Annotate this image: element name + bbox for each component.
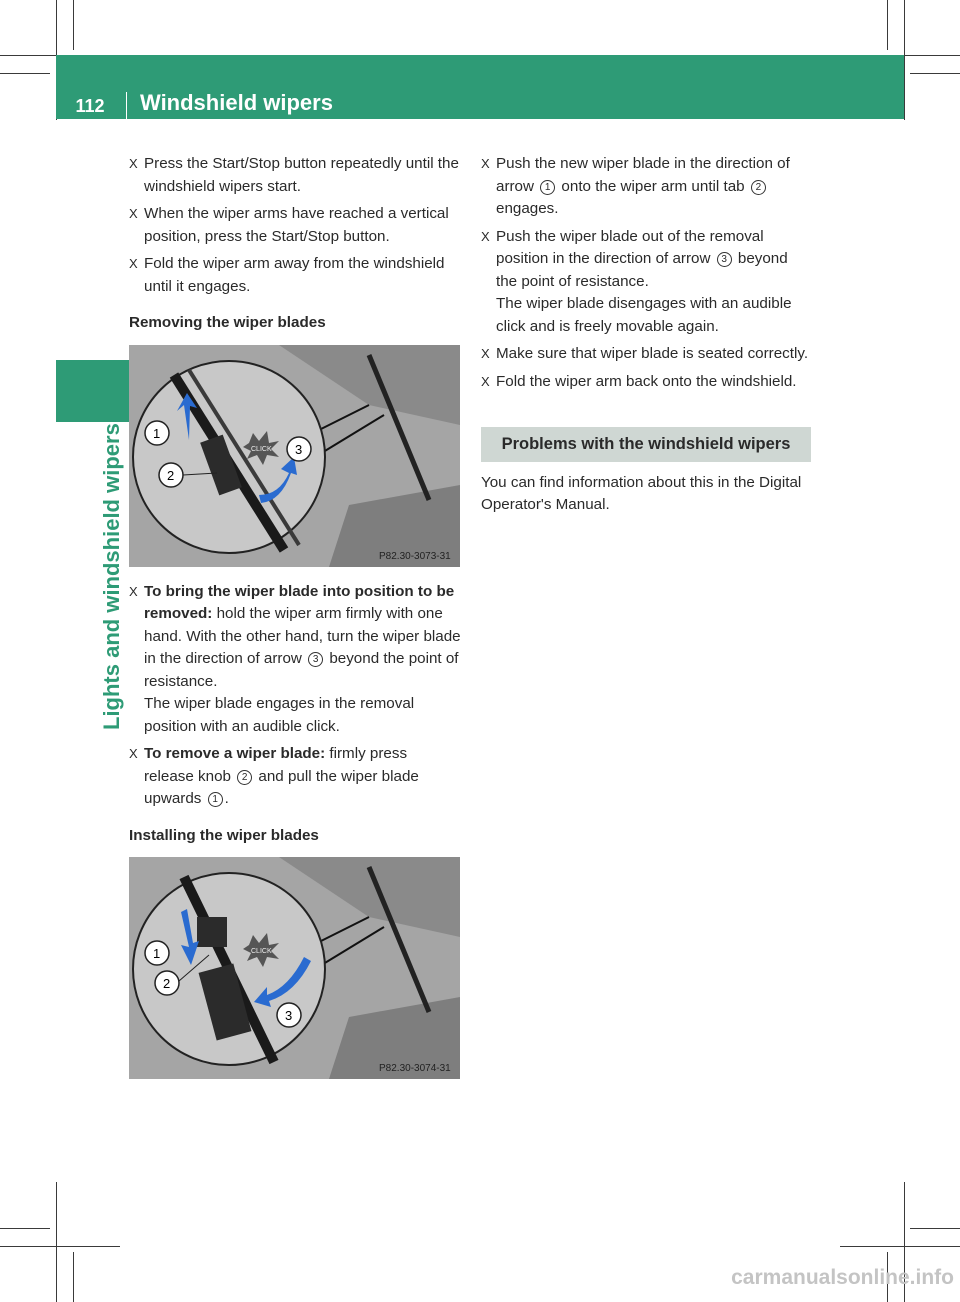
- callout-1-icon: 1: [540, 180, 555, 195]
- problems-text: You can find information about this in the Digital Operator's Manual.: [481, 473, 802, 513]
- crop-mark: [73, 1252, 74, 1302]
- callout-3-icon: 3: [308, 652, 323, 667]
- crop-mark: [0, 73, 50, 74]
- callout-2: 2: [163, 976, 171, 991]
- crop-mark: [56, 1182, 57, 1302]
- crop-mark: [887, 0, 888, 50]
- left-column: [129, 153, 461, 1093]
- section-heading-problems: Problems with the windshield wipers: [481, 427, 811, 462]
- step: X Press the Start/Stop button repeatedly until the windshield wipers start.: [129, 155, 459, 195]
- click-label: CLICK: [251, 445, 272, 453]
- step-marker-icon: X: [481, 346, 490, 361]
- step-marker-icon: X: [481, 228, 490, 244]
- callout-1: 1: [153, 425, 161, 441]
- footer-watermark[interactable]: carmanualsonline.info: [731, 1266, 954, 1289]
- step: X Fold the wiper arm back onto the windshield.: [481, 371, 813, 394]
- callout-2-icon: 2: [237, 770, 252, 785]
- page-title: Windshield wipers: [140, 90, 333, 115]
- step-marker-icon: X: [129, 206, 138, 221]
- figure-removing-wiper: [129, 345, 460, 567]
- figure-installing-wiper: [129, 857, 460, 1079]
- right-column: [481, 153, 813, 517]
- callout-2-icon: 2: [751, 180, 766, 195]
- step-marker-icon: X: [129, 256, 138, 271]
- page-number: 112: [75, 96, 105, 116]
- step: X Make sure that wiper blade is seated correctly.: [481, 343, 813, 366]
- crop-mark: [0, 1246, 120, 1247]
- crop-mark: [910, 1228, 960, 1229]
- crop-mark: [910, 73, 960, 74]
- step: X Push the new wiper blade in the direction of arrow 1 onto the wiper arm until tab 2 engages.: [481, 155, 790, 217]
- side-tab: [56, 360, 137, 422]
- step: X Push the wiper blade out of the removal position in the direction of arrow 3 beyond the point of resistance. The wiper blade disengages with an audible click and is freely movable again.: [481, 227, 792, 335]
- side-tab-label: Lights and windshield wipers: [99, 423, 124, 730]
- crop-mark: [904, 0, 905, 120]
- step: X To remove a wiper blade: firmly press release knob 2 and pull the wiper blade upwards 1 .: [129, 745, 419, 807]
- step: X To bring the wiper blade into position to be removed: hold the wiper arm firmly with one hand. With the other hand, turn the wiper blade in the direction of arrow 3 beyond the point of resistance. The wiper blade engages in the removal position with an audible click.: [129, 582, 461, 735]
- callout-1-icon: 1: [208, 792, 223, 807]
- step-marker-icon: X: [129, 583, 138, 599]
- section-heading-removing: Removing the wiper blades: [129, 314, 326, 331]
- callout-1: 1: [153, 946, 161, 961]
- step-marker-icon: X: [129, 156, 138, 171]
- callout-3-icon: 3: [717, 252, 732, 267]
- figure-code: P82.30-3074-31: [379, 1063, 451, 1074]
- callout-3: 3: [285, 1008, 293, 1023]
- click-label: CLICK: [251, 948, 272, 955]
- crop-mark: [73, 0, 74, 50]
- callout-2: 2: [167, 467, 175, 483]
- step: X When the wiper arms have reached a vertical position, press the Start/Stop button.: [129, 205, 449, 245]
- crop-mark: [0, 1228, 50, 1229]
- figure-code: P82.30-3073-31: [379, 550, 451, 562]
- crop-mark: [840, 1246, 960, 1247]
- step-marker-icon: X: [481, 373, 490, 389]
- header-divider: [126, 92, 127, 120]
- step-marker-icon: X: [481, 156, 490, 171]
- step: X Fold the wiper arm away from the windshield until it engages.: [129, 255, 445, 295]
- step-marker-icon: X: [129, 746, 138, 761]
- callout-3: 3: [295, 441, 303, 457]
- section-heading-installing: Installing the wiper blades: [129, 826, 319, 844]
